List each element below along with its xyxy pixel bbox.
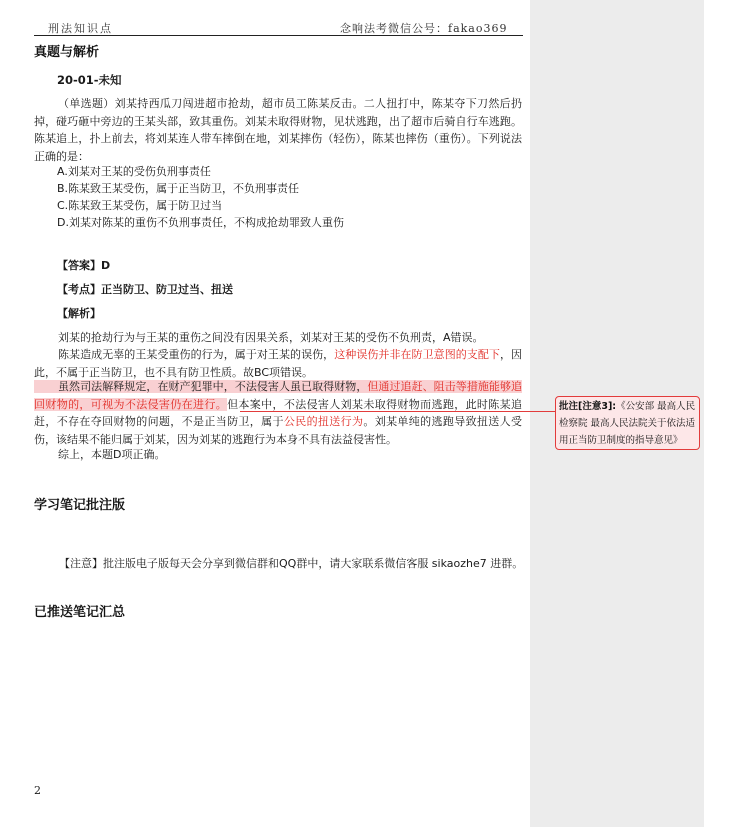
page-number: 2 bbox=[34, 784, 41, 797]
analysis-p4-text: 综上，本题D项正确。 bbox=[58, 448, 166, 461]
analysis-p3-highlight[interactable]: 虽然司法解释规定，在财产犯罪中，不法侵害人虽已取得财物， bbox=[34, 380, 367, 393]
question-text bbox=[34, 95, 522, 165]
analysis-p2-text-b: ，因此，不属于正当防卫，也不具有防卫性质。故BC项错误。 bbox=[34, 348, 523, 379]
analysis-paragraph-4 bbox=[34, 446, 522, 464]
option-d: D.刘某对陈某的重伤不负刑事责任，不构成抢劫罪致人重伤 bbox=[57, 216, 344, 229]
header-rule bbox=[34, 35, 523, 36]
analysis-p2-red: 这种误伤并非在防卫意图的支配下 bbox=[334, 348, 500, 361]
analysis-paragraph-3 bbox=[34, 378, 522, 448]
answer-line: 【答案】D bbox=[57, 259, 111, 272]
question-id: 20-01-未知 bbox=[57, 73, 122, 87]
analysis-p3-highlight-red[interactable]: 但通过追赶、阻击等措施能够追回财物的，可视为不法侵害仍在进行。 bbox=[34, 380, 523, 411]
section-title-questions: 真题与解析 bbox=[34, 45, 100, 60]
comment-text: 《公安部 最高人民检察院 最高人民法院关于依法适用正当防卫制度的指导意见》 bbox=[559, 401, 696, 446]
option-b: B.陈某致王某受伤，属于正当防卫，不负刑事责任 bbox=[57, 182, 300, 195]
analysis-paragraph-1 bbox=[34, 329, 522, 347]
notice-line: 【注意】批注版电子版每天会分享到微信群和QQ群中，请大家联系微信客服 sikaozhe7 进群。 bbox=[59, 557, 524, 570]
analysis-p3-red: 公民的扭送行为 bbox=[283, 415, 364, 428]
analysis-heading: 【解析】 bbox=[57, 307, 101, 320]
analysis-p3-text-a: 但本案中，不法侵害人刘某未取得财物而逃跑，此时陈某追赶，不存在夺回财物的问题，不是正当防卫，属于 bbox=[34, 397, 523, 428]
option-a: A.刘某对王某的受伤负刑事责任 bbox=[57, 165, 211, 178]
keypoint-line: 【考点】正当防卫、防卫过当、扭送 bbox=[57, 283, 233, 296]
option-c: C.陈某致王某受伤，属于防卫过当 bbox=[57, 199, 223, 212]
analysis-p2-text-a: 陈某造成无辜的王某受重伤的行为，属于对王某的误伤， bbox=[58, 348, 335, 361]
section-title-summary: 已推送笔记汇总 bbox=[34, 605, 126, 620]
section-title-notes: 学习笔记批注版 bbox=[34, 498, 126, 513]
analysis-paragraph-2 bbox=[34, 346, 522, 381]
comment-bubble[interactable] bbox=[555, 396, 700, 450]
question-body: （单选题）刘某持西瓜刀闯进超市抢劫，超市员工陈某反击。二人扭打中，陈某夺下刀然后扔掉，碰巧砸中旁边的王某头部，致其重伤。刘某未取得财物，见状逃跑，出了超市后骑自行车逃跑。陈某追上，扑上前去，将刘某连人带车摔倒在地，刘某摔伤（轻伤），陈某也摔伤（重伤）。下列说法正确的是： bbox=[34, 97, 522, 163]
header-left: 刑法知识点 bbox=[48, 22, 113, 35]
right-strip bbox=[704, 0, 746, 827]
comment-connector-line bbox=[240, 411, 555, 412]
header-right: 念响法考微信公号：fakao369 bbox=[340, 22, 508, 35]
comment-label: 批注[注意3]: bbox=[559, 401, 617, 412]
analysis-p1-text: 刘某的抢劫行为与王某的重伤之间没有因果关系，刘某对王某的受伤不负刑责，A错误。 bbox=[58, 331, 484, 344]
analysis-p3-text-b: 。刘某单纯的逃跑导致扭送人受伤，该结果不能归属于刘某，因为刘某的逃跑行为本身不具有法益侵害性。 bbox=[34, 415, 523, 446]
